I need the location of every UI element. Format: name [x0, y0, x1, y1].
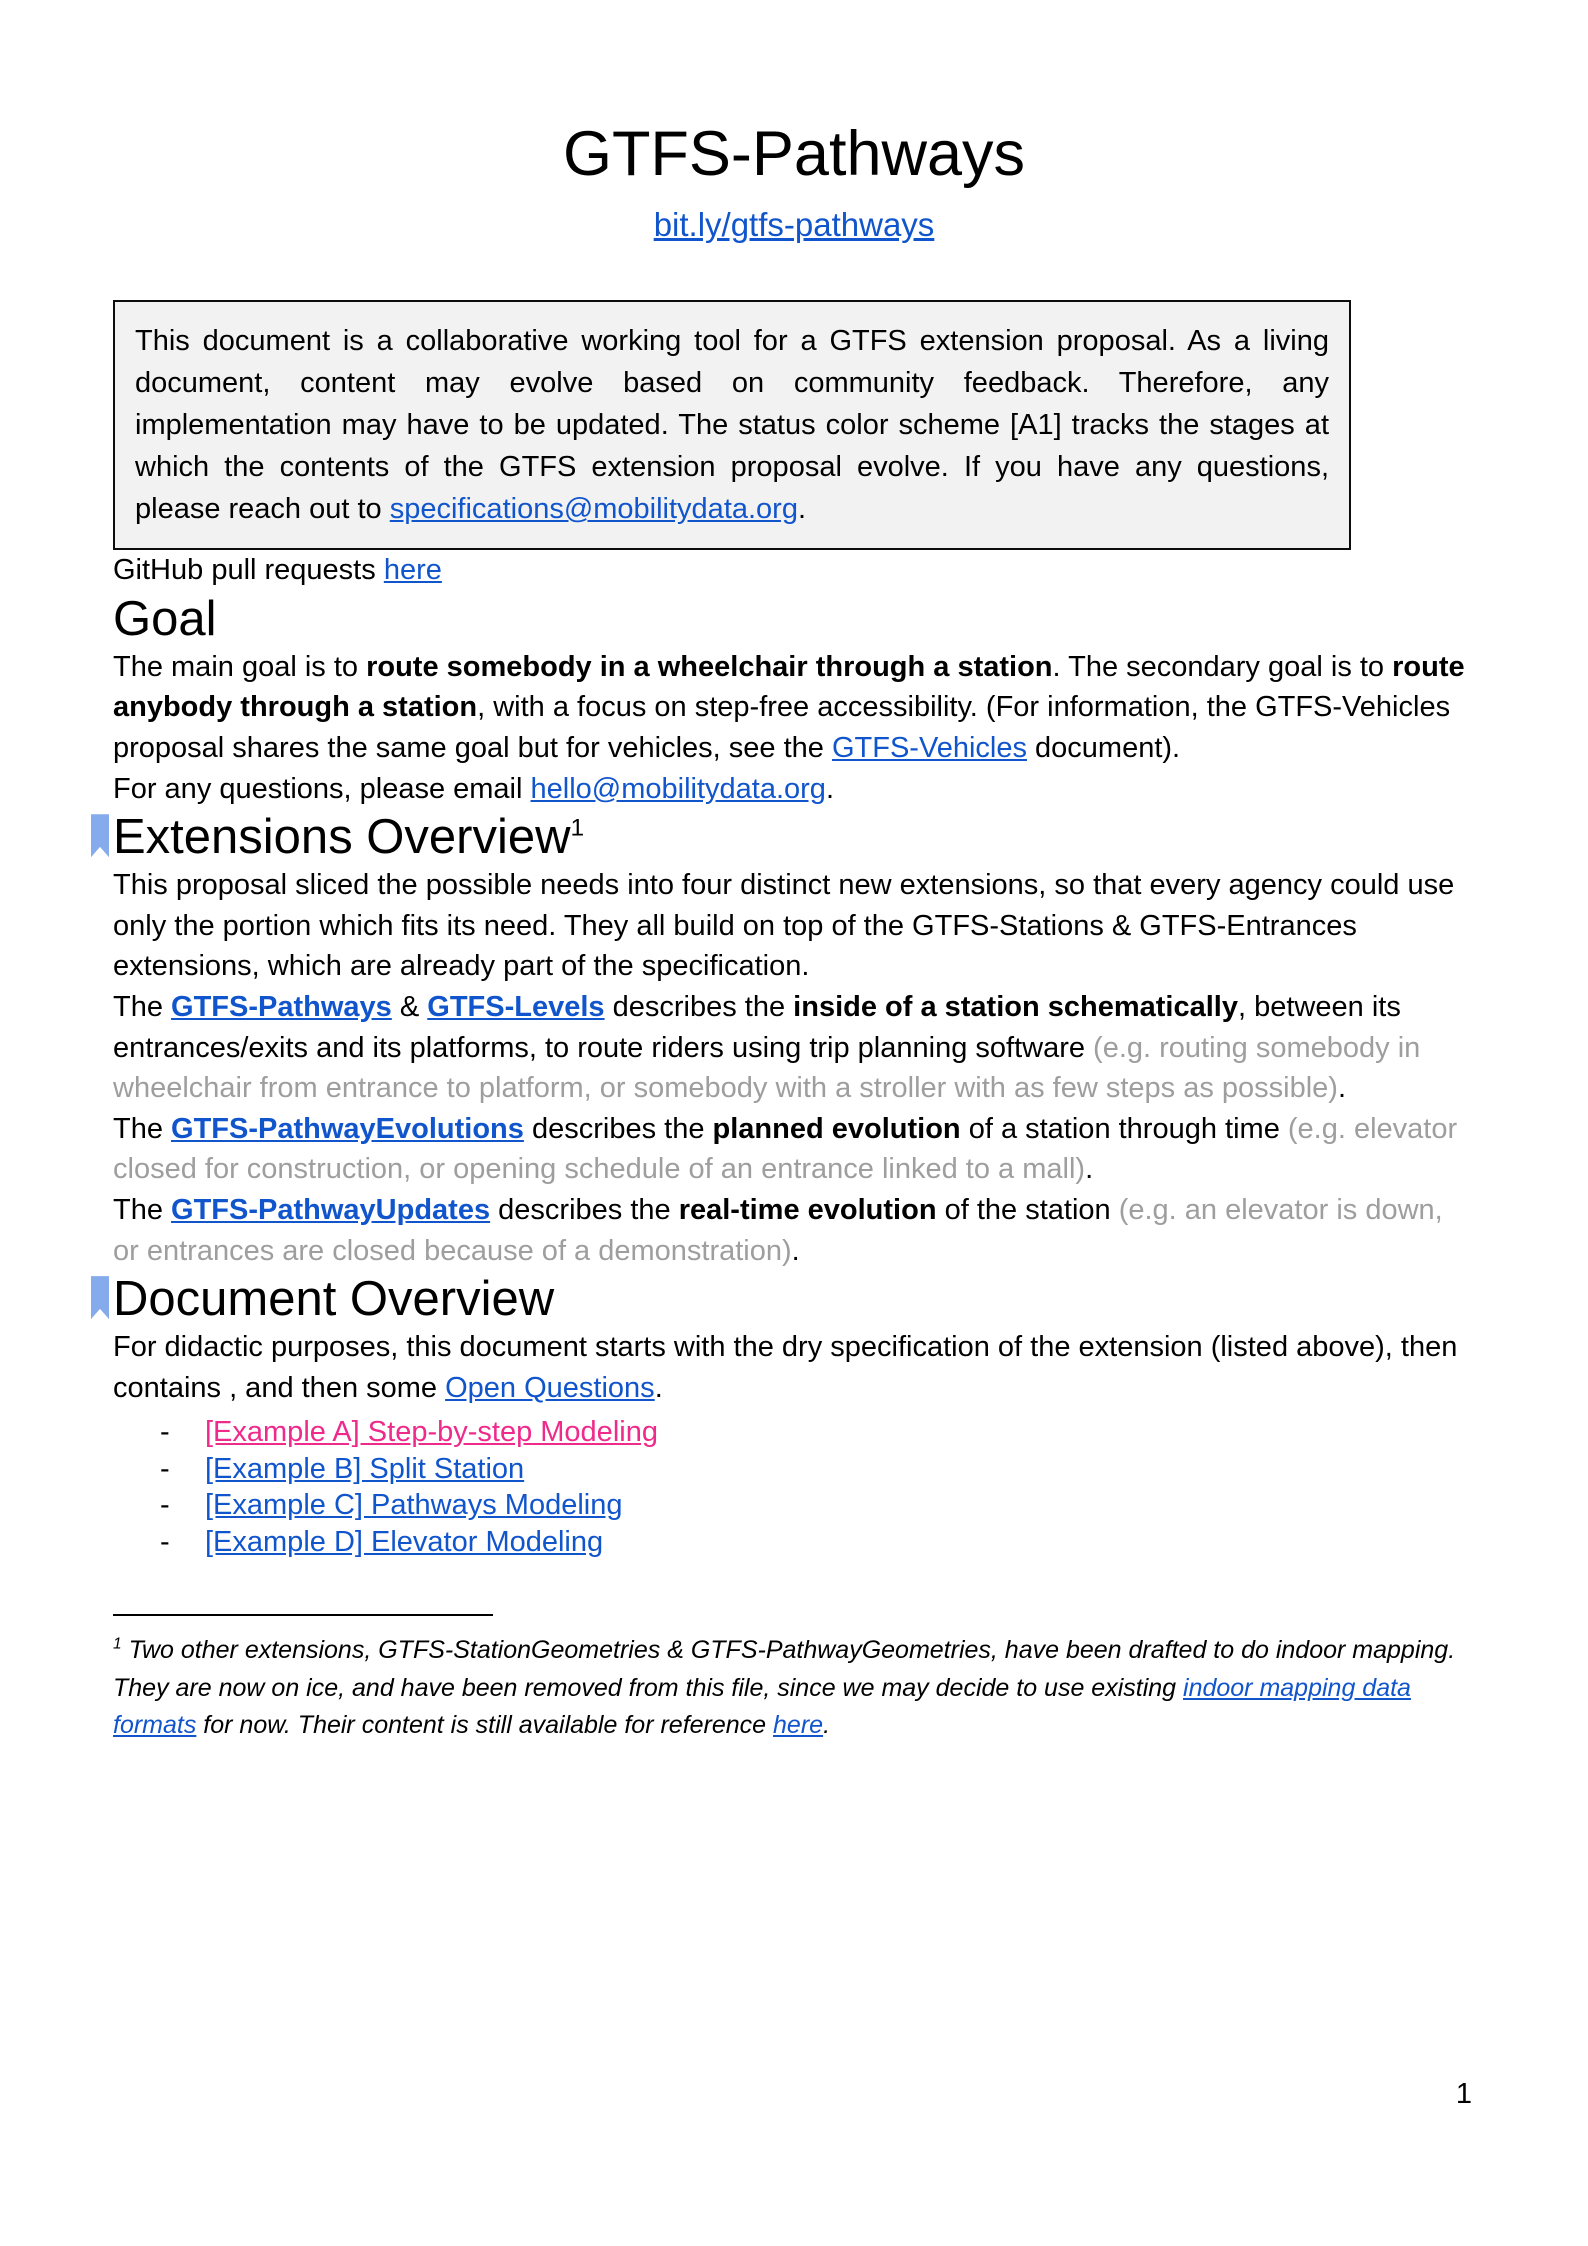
- gtfs-pathwayevolutions-link[interactable]: GTFS-PathwayEvolutions: [171, 1112, 524, 1145]
- goal-heading: [113, 591, 1475, 647]
- specifications-email-link[interactable]: specifications@mobilitydata.org: [389, 493, 798, 526]
- text-segment: The main goal is to: [113, 650, 367, 683]
- gtfs-levels-link[interactable]: GTFS-Levels: [427, 990, 605, 1023]
- text-segment: route somebody in a wheelchair through a station: [366, 650, 1053, 683]
- extensions-overview-paragraph-2: [113, 987, 1475, 1109]
- list-item: [113, 1451, 1475, 1488]
- footnote-divider: [113, 1614, 493, 1616]
- open-questions-link[interactable]: Open Questions: [445, 1371, 655, 1404]
- hello-email-link[interactable]: hello@mobilitydata.org: [530, 772, 826, 805]
- list-item-text: [205, 1451, 524, 1488]
- heading-footnote-ref: 1: [570, 814, 585, 842]
- footnote-here-link[interactable]: here: [773, 1711, 824, 1740]
- text-segment: . The secondary goal is to: [1052, 650, 1393, 683]
- text-segment: This proposal sliced the possible needs into four distinct new extensions, so that every agency could use only the portion which fits its need. They all build on top of the GTFS-Stations & GTFS-Entrances extensions, which are already part of the specification.: [113, 869, 1455, 983]
- gtfs-pathwayupdates-link[interactable]: GTFS-PathwayUpdates: [171, 1193, 491, 1226]
- notice-text: [135, 320, 1329, 530]
- extensions-overview-heading: [113, 809, 1475, 865]
- text-segment: Two other extensions, GTFS-StationGeometries & GTFS-PathwayGeometries, have been drafted to do indoor mapping. They are now on ice, and have been removed from this file, since we may decide to use existing: [113, 1636, 1456, 1702]
- text-segment: document).: [1026, 732, 1181, 765]
- text-segment: 1: [113, 1636, 122, 1654]
- text-segment: .: [791, 1234, 800, 1267]
- gtfs-pathways-link[interactable]: GTFS-Pathways: [171, 990, 392, 1023]
- goal-paragraph: [113, 647, 1475, 769]
- text-segment: .: [654, 1371, 663, 1404]
- page-title: GTFS-Pathways: [562, 119, 1026, 189]
- list-bullet: -: [160, 1452, 170, 1485]
- list-bullet: -: [160, 1525, 170, 1558]
- text-segment: GitHub pull requests: [113, 554, 384, 587]
- extensions-overview-paragraph-4: [113, 1190, 1475, 1271]
- extensions-overview-paragraph-1: [113, 865, 1475, 987]
- document-overview-heading-text: Document Overview: [113, 1272, 555, 1327]
- text-segment: (e.g. routing somebody in wheelchair from entrance to platform, or somebody with a stroller with as few steps as possible): [113, 1031, 1421, 1105]
- extensions-overview-paragraph-3: [113, 1109, 1475, 1190]
- notice-box: [113, 300, 1351, 550]
- text-segment: The: [113, 1193, 172, 1226]
- example-a-link[interactable]: [Example A] Step-by-step Modeling: [205, 1416, 658, 1449]
- text-segment: describes the: [604, 990, 794, 1023]
- list-bullet: -: [160, 1416, 170, 1449]
- example-c-link[interactable]: [Example C] Pathways Modeling: [205, 1489, 623, 1522]
- subtitle: [113, 206, 1475, 244]
- text-segment: , with a focus on step-free accessibility. (For information, the GTFS-Vehicles proposal shares the same goal but for vehicles, see the: [113, 691, 1451, 765]
- text-segment: for now. Their content is still available for reference: [196, 1711, 774, 1740]
- list-item: [113, 1524, 1475, 1561]
- text-segment: The: [113, 990, 172, 1023]
- page-number: 1: [1455, 2078, 1472, 2110]
- document-overview-heading: [113, 1271, 1475, 1327]
- list-item: [113, 1414, 1475, 1451]
- text-segment: .: [1085, 1153, 1094, 1186]
- example-d-link[interactable]: [Example D] Elevator Modeling: [205, 1525, 604, 1558]
- text-segment: , between its entrances/exits and its platforms, to route riders using trip planning software: [113, 990, 1401, 1064]
- bookmark-icon: [91, 814, 109, 857]
- text-segment: (e.g. elevator closed for construction, or opening schedule of an entrance linked to a mall): [113, 1112, 1458, 1186]
- text-segment: .: [1337, 1072, 1347, 1105]
- gtfs-vehicles-link[interactable]: GTFS-Vehicles: [831, 732, 1027, 765]
- text-segment: describes the: [490, 1193, 679, 1226]
- text-segment: The: [113, 1112, 172, 1145]
- examples-list: [113, 1414, 1475, 1560]
- list-item-text: [205, 1487, 622, 1524]
- github-pull-requests-link[interactable]: here: [383, 554, 442, 587]
- indoor-mapping-formats-link[interactable]: indoor mapping data formats: [113, 1673, 1411, 1740]
- list-item-text: [205, 1524, 603, 1561]
- text-segment: of a station through time: [960, 1112, 1288, 1145]
- text-segment: planned evolution: [712, 1112, 961, 1145]
- document-overview-paragraph: [113, 1327, 1475, 1408]
- text-segment: of the station: [936, 1193, 1119, 1226]
- document-content: [113, 0, 1475, 1770]
- text-segment: &: [391, 990, 428, 1023]
- bookmark-icon: [91, 1276, 109, 1319]
- list-item: [113, 1487, 1475, 1524]
- example-b-link[interactable]: [Example B] Split Station: [205, 1452, 525, 1485]
- extensions-overview-heading-text: Extensions Overview: [113, 810, 571, 865]
- list-item-text: [205, 1414, 658, 1451]
- github-pull-requests-line: [113, 550, 1475, 591]
- subtitle-link[interactable]: bit.ly/gtfs-pathways: [653, 206, 935, 243]
- text-segment: For any questions, please email: [113, 772, 531, 805]
- text-segment: This document is a collaborative working tool for a GTFS extension proposal. As a living document, content may evolve based on community feedback. Therefore, any implementation may have to be updated. The status color scheme [A1] tracks the stages at which the contents of the GTFS extension proposal evolve. If you have any questions, please reach out to: [135, 325, 1329, 526]
- text-segment: .: [797, 493, 807, 526]
- goal-heading-text: Goal: [113, 591, 217, 646]
- list-bullet: -: [160, 1489, 170, 1522]
- text-segment: inside of a station schematically: [793, 990, 1238, 1023]
- text-segment: route anybody through a station: [113, 650, 1465, 724]
- text-segment: describes the: [523, 1112, 713, 1145]
- text-segment: .: [825, 772, 834, 805]
- text-segment: .: [823, 1711, 831, 1740]
- text-segment: For didactic purposes, this document starts with the dry specification of the extension (listed above), then contains , and then some: [113, 1331, 1458, 1404]
- text-segment: real-time evolution: [678, 1193, 937, 1226]
- goal-contact-paragraph: [113, 769, 1475, 810]
- text-segment: (e.g. an elevator is down, or entrances are closed because of a demonstration): [113, 1193, 1443, 1267]
- footnote-text: [113, 1632, 1475, 1745]
